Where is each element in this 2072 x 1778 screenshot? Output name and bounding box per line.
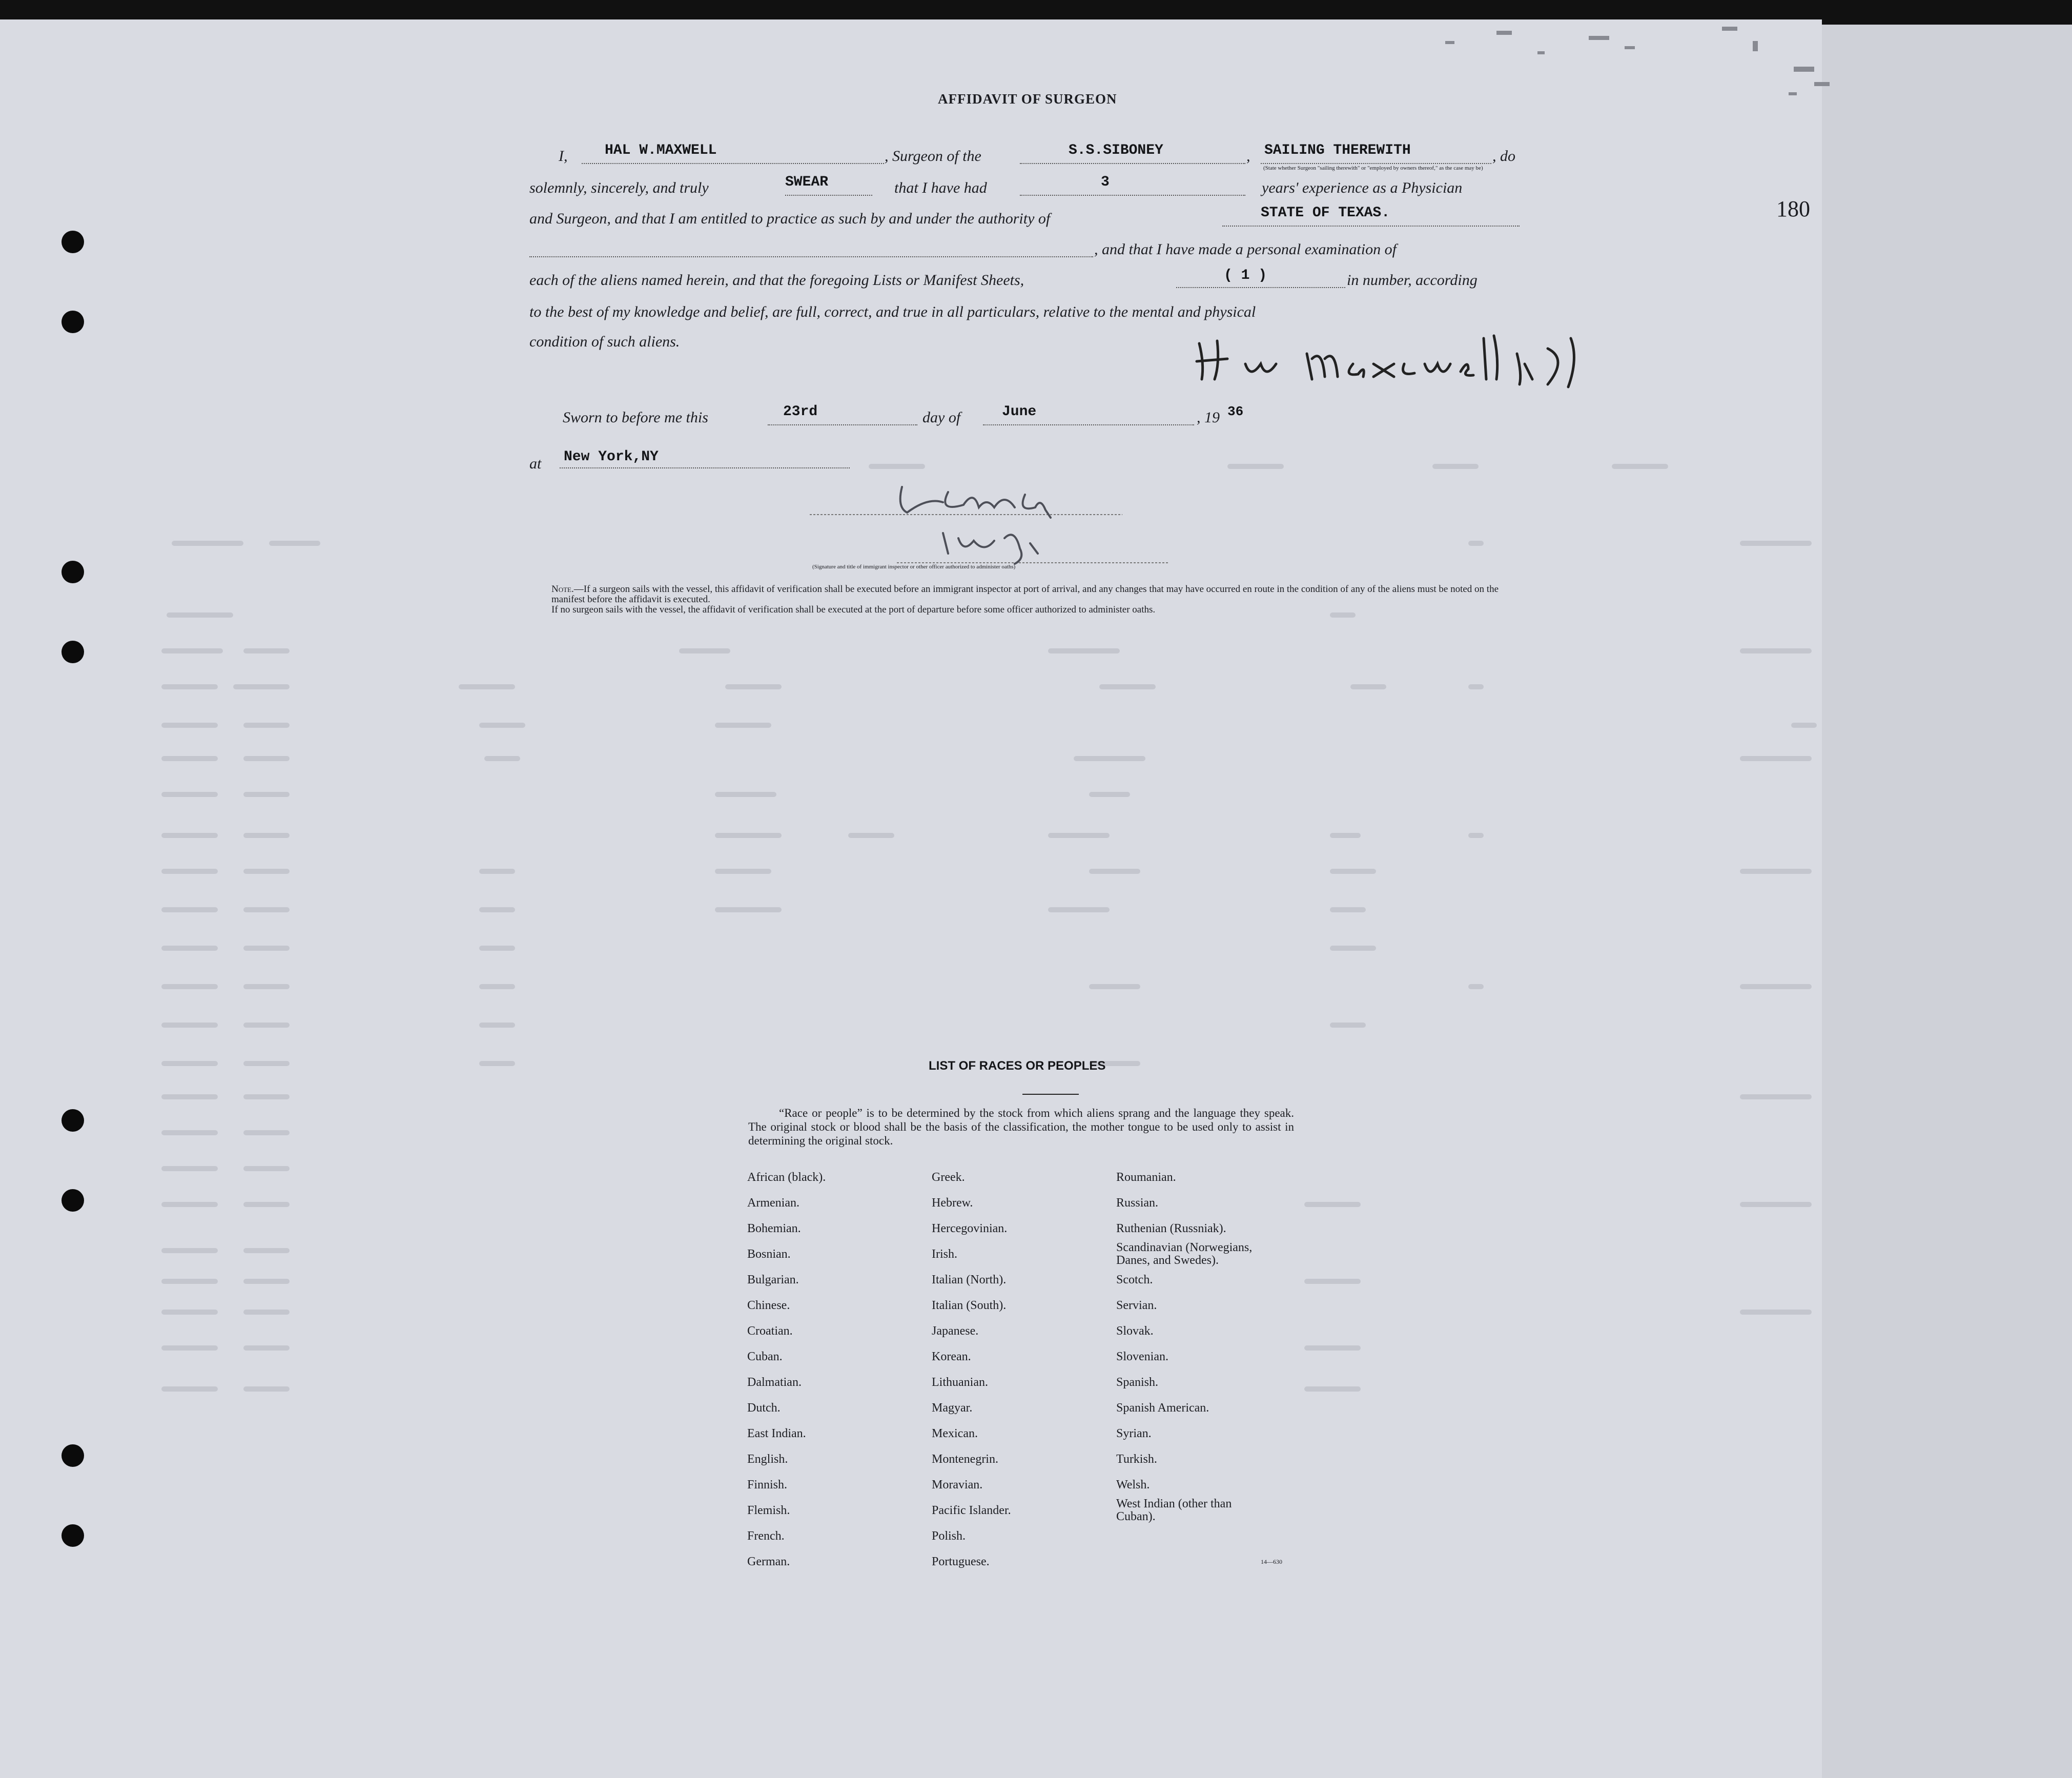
race-entry: Hercegovinian. [932,1222,1008,1235]
sworn-month-field [983,424,1194,425]
race-entry: Dalmatian. [747,1376,802,1389]
inspector-caption: (Signature and title of immigrant inspector or other officer authorized to administer oaths) [812,564,1016,570]
races-column-3 [1116,1164,1252,1523]
line1-suffix: , do [1492,148,1515,165]
race-entry: Finnish. [747,1478,788,1491]
vessel-name: S.S.SIBONEY [1069,142,1163,158]
sailing-status: SAILING THEREWITH [1264,142,1411,158]
race-entry: Bosnian. [747,1248,791,1261]
oath-word: SWEAR [785,174,829,190]
years-experience: 3 [1101,174,1110,190]
race-entry: Welsh. [1116,1478,1150,1491]
title-rule [1022,1094,1079,1095]
sheets-field [1176,287,1345,288]
race-entry: Syrian. [1116,1427,1152,1440]
race-entry: Japanese. [932,1324,979,1338]
binder-hole [61,311,84,333]
race-entry: Russian. [1116,1196,1159,1210]
race-entry: Spanish American. [1116,1401,1209,1415]
binder-hole [61,641,84,663]
sworn-day-of: day of [922,409,961,426]
binder-hole [61,1109,84,1132]
note-block [551,584,1520,615]
years-field [1020,195,1245,196]
races-column-1 [747,1164,826,1575]
race-entry: Slovak. [1116,1324,1154,1338]
sworn-month: June [1002,404,1037,420]
race-entry: Bohemian. [747,1222,801,1235]
race-entry: Croatian. [747,1324,793,1338]
race-entry: Slovenian. [1116,1350,1168,1363]
binder-hole [61,561,84,583]
sworn-prefix: Sworn to before me this [563,409,708,426]
line2-prefix: solemnly, sincerely, and truly [529,179,709,196]
race-entry: Turkish. [1116,1453,1157,1466]
page-edge-strip [1822,25,2072,1778]
line1-surgeon-of: , Surgeon of the [885,148,981,165]
race-entry: Korean. [932,1350,971,1363]
race-entry: West Indian (other than Cuban). [1116,1497,1232,1523]
races-title: LIST OF RACES OR PEOPLES [929,1059,1106,1073]
race-entry: Mexican. [932,1427,978,1440]
page-number: 180 [1776,196,1810,221]
surgeon-name: HAL W.MAXWELL [605,142,717,158]
note-text-2: If no surgeon sails with the vessel, the affidavit of verification shall be executed at the port of departure before some officer authorized to administer oaths. [551,604,1156,615]
race-entry: French. [747,1529,785,1543]
form-number: 14—630 [1261,1558,1282,1565]
race-entry: Scotch. [1116,1273,1153,1286]
race-entry: Portuguese. [932,1555,990,1568]
race-entry: Servian. [1116,1299,1157,1312]
race-entry: German. [747,1555,790,1568]
race-entry: Greek. [932,1171,965,1184]
authority-field [1222,226,1520,227]
race-entry: Scandinavian (Norwegians, Danes, and Swedes). [1116,1241,1253,1267]
race-entry: Roumanian. [1116,1171,1176,1184]
binder-hole [61,1524,84,1547]
race-entry: Dutch. [747,1401,781,1415]
comma: , [1246,148,1250,165]
sworn-day-field [768,424,917,425]
at-prefix: at [529,455,542,472]
race-entry: Italian (North). [932,1273,1007,1286]
surgeon-signature [1189,328,1589,390]
race-entry: Italian (South). [932,1299,1007,1312]
status-note: (State whether Surgeon "sailing therewith" or "employed by owners thereof," as the case may be) [1263,165,1483,171]
oath-field [785,195,872,196]
races-column-2 [932,1164,1011,1575]
line5-text: each of the aliens named herein, and that the foregoing Lists or Manifest Sheets, [529,272,1024,289]
sworn-year-prefix: , 19 [1197,409,1220,426]
race-entry: Armenian. [747,1196,799,1210]
race-entry: Cuban. [747,1350,783,1363]
note-label: Note. [551,584,574,595]
line2-suffix: years' experience as a Physician [1262,179,1463,196]
blank-field [529,256,1093,257]
place-field [560,467,850,468]
line4-text: , and that I have made a personal examination of [1094,241,1397,258]
race-entry: Irish. [932,1248,957,1261]
race-entry: English. [747,1453,788,1466]
binder-hole [61,231,84,253]
note-text-1: —If a surgeon sails with the vessel, this affidavit of verification shall be executed before an immigrant inspector at port of arrival, and any changes that may have occurred en route in the condition of any of the aliens must be noted on the manifest before the affidavit is executed. [551,584,1499,605]
line2-middle: that I have had [894,179,987,196]
page-damage-marks [1435,21,1947,103]
sworn-day: 23rd [783,404,818,420]
line3-text: and Surgeon, and that I am entitled to practice as such by and under the authority of [529,210,1051,227]
race-entry: East Indian. [747,1427,806,1440]
line6-text: to the best of my knowledge and belief, are full, correct, and true in all particulars, relative to the mental and physical [529,303,1256,320]
race-entry: Moravian. [932,1478,983,1491]
line5-suffix: in number, according [1347,272,1478,289]
line7-text: condition of such aliens. [529,333,680,350]
authority: STATE OF TEXAS. [1261,205,1390,221]
binder-hole [61,1444,84,1467]
race-entry: Pacific Islander. [932,1504,1011,1517]
race-entry: Lithuanian. [932,1376,988,1389]
sworn-year: 36 [1227,404,1244,419]
status-field [1261,163,1491,164]
sworn-place: New York,NY [564,449,659,465]
race-entry: African (black). [747,1171,826,1184]
race-entry: Hebrew. [932,1196,973,1210]
sheet-count: ( 1 ) [1224,268,1267,283]
race-entry: Ruthenian (Russniak). [1116,1222,1226,1235]
line1-prefix: I, [559,148,568,165]
race-entry: Chinese. [747,1299,790,1312]
affidavit-title: AFFIDAVIT OF SURGEON [938,91,1117,107]
races-intro: “Race or people” is to be determined by the stock from which aliens sprang and the language they speak. The original stock or blood shall be the basis of the classification, the mother tongue to be used only to assist in determining the original stock. [748,1107,1294,1147]
race-entry: Magyar. [932,1401,973,1415]
vessel-field [1020,163,1245,164]
race-entry: Spanish. [1116,1376,1159,1389]
binder-hole [61,1189,84,1212]
race-entry: Montenegrin. [932,1453,998,1466]
race-entry: Flemish. [747,1504,790,1517]
race-entry: Bulgarian. [747,1273,799,1286]
race-entry: Polish. [932,1529,966,1543]
surgeon-name-field [582,163,884,164]
